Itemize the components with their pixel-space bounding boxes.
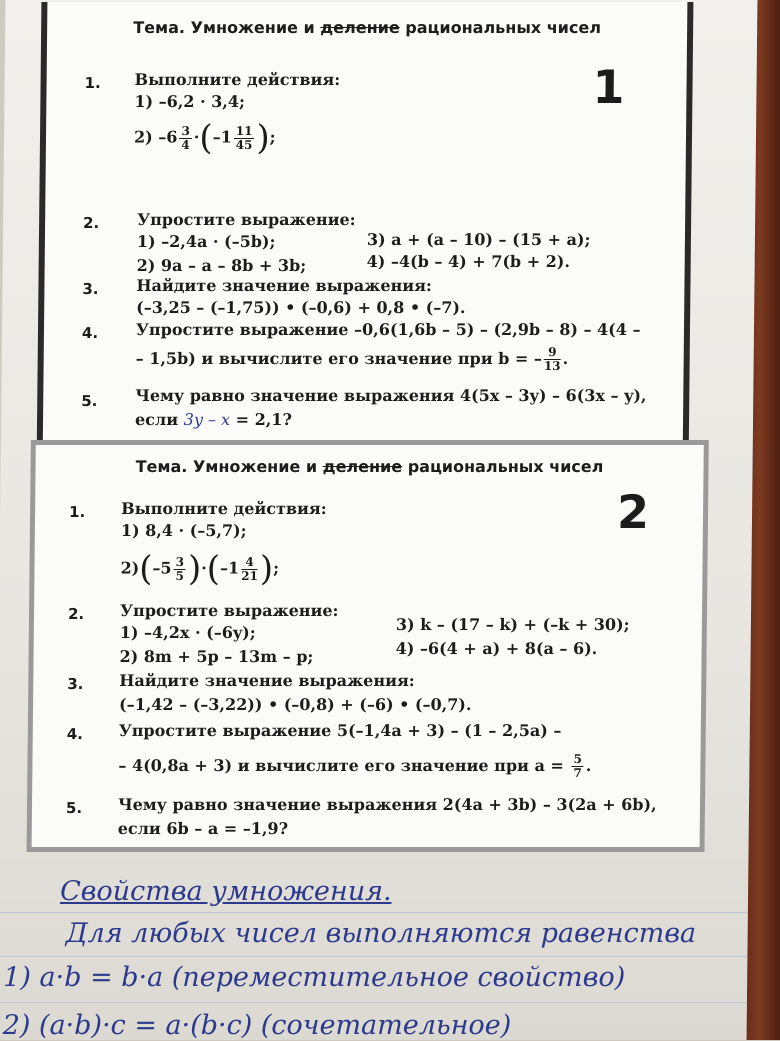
q2-title: Упростите выражение: (119, 601, 339, 620)
variant-2-topic: Тема. Умножение и деление рациональных чисел (135, 457, 604, 476)
notes-line-3: 2) (a·b)·c = a·(b·c) (сочетательное) (2, 1010, 512, 1041)
q4-number: 4. (81, 324, 99, 342)
fraction: $\frac{9}{13}$ (543, 345, 561, 373)
q3-number: 3. (67, 675, 84, 693)
q2-item-4: 4) –4(b – 4) + 7(b + 2). (366, 252, 571, 271)
q4-line-2: – 4(0,8a + 3) и вычислите его значение при a = $\frac{5}{7}$ . (118, 752, 592, 780)
notes-line-1: Для любых чисел выполняются равенства (65, 918, 697, 949)
q4-number: 4. (66, 725, 83, 743)
q2-item-4: 4) –6(4 + a) + 8(a – 6). (395, 639, 598, 658)
q5-line-1: Чему равно значение выражения 2(4a + 3b) – 3(2a + 6b), (117, 795, 657, 814)
q1-title: Выполните действия: (134, 70, 341, 89)
q3-title: Найдите значение выражения: (119, 671, 415, 690)
variant-1-topic: Тема. Умножение и деление рациональных чисел (133, 18, 602, 37)
fraction: $\frac{3}{5}$ (175, 554, 185, 583)
q1-number: 1. (68, 503, 86, 521)
handwritten-correction: 3y – x (183, 410, 231, 429)
q3-expression: (–3,25 – (–1,75)) • (–0,6) + 0,8 • (–7). (136, 298, 466, 317)
notebook-line (0, 912, 748, 913)
q2-number: 2. (83, 214, 100, 232)
q1-number: 1. (84, 74, 101, 92)
q3-title: Найдите значение выражения: (136, 276, 432, 295)
q2-number: 2. (67, 605, 85, 623)
notebook-line (0, 1002, 747, 1003)
notes-heading: Свойства умножения. (59, 876, 392, 907)
fraction: $\frac{4}{21}$ (241, 554, 258, 583)
q3-number: 3. (82, 280, 99, 298)
notebook-line (0, 956, 747, 957)
fraction: $\frac{5}{7}$ (573, 752, 582, 780)
fraction: $\frac{3}{4}$ (181, 123, 190, 152)
q4-line-2: – 1,5b) и вычислите его значение при b = – $\frac{9}{13}$ . (135, 345, 569, 373)
q5-line-2: если 3y – x = 2,1? (134, 410, 292, 429)
q5-line-1: Чему равно значение выражения 4(5x – 3y) – 6(3x – y), (135, 386, 647, 405)
q2-item-3: 3) a + (a – 10) – (15 + a); (366, 230, 591, 249)
variant-2-number: 2 (616, 485, 650, 539)
q2-title: Упростите выражение: (137, 210, 356, 229)
q5-number: 5. (65, 799, 83, 817)
fraction: $\frac{11}{45}$ (235, 123, 253, 152)
q3-expression: (–1,42 – (–3,22)) • (–0,8) + (–6) • (–0,7). (118, 695, 472, 714)
variant-1-card (37, 2, 694, 448)
q5-line-2: если 6b – a = –1,9? (117, 819, 289, 838)
q1-item-1: 1) –6,2 · 3,4; (134, 92, 246, 111)
q2-item-2: 2) 9a – a – 8b + 3b; (136, 256, 307, 275)
q1-item-2: 2)(–5 $\frac{3}{5}$ )·(–1 $\frac{4}{21}$ ); (120, 549, 280, 589)
notes-line-2: 1) a·b = b·a (переместительное свойство) (3, 962, 626, 993)
q4-line-1: Упростите выражение –0,6(1,6b – 5) – (2,9b – 8) – 4(4 – (135, 320, 641, 339)
q2-item-1: 1) –2,4a · (–5b); (136, 232, 276, 251)
q2-item-1: 1) –4,2x · (–6y); (119, 623, 256, 642)
q5-number: 5. (81, 392, 98, 410)
q1-item-1: 1) 8,4 · (–5,7); (120, 521, 247, 540)
variant-1-number: 1 (592, 60, 625, 114)
topic-strikethrough-word: деление (322, 457, 403, 476)
q4-line-1: Упростите выражение 5(–1,4a + 3) – (1 – 2,5a) – (118, 721, 562, 740)
q1-title: Выполните действия: (121, 499, 327, 518)
q2-item-2: 2) 8m + 5p – 13m – p; (119, 647, 314, 666)
variant-2-card (27, 440, 709, 852)
q2-item-3: 3) k – (17 – k) + (–k + 30); (395, 615, 630, 634)
q1-item-2: 2) –6 $\frac{3}{4}$ ·(–1 $\frac{11}{45}$ ); (133, 118, 276, 158)
topic-strikethrough-word: деление (320, 18, 400, 37)
